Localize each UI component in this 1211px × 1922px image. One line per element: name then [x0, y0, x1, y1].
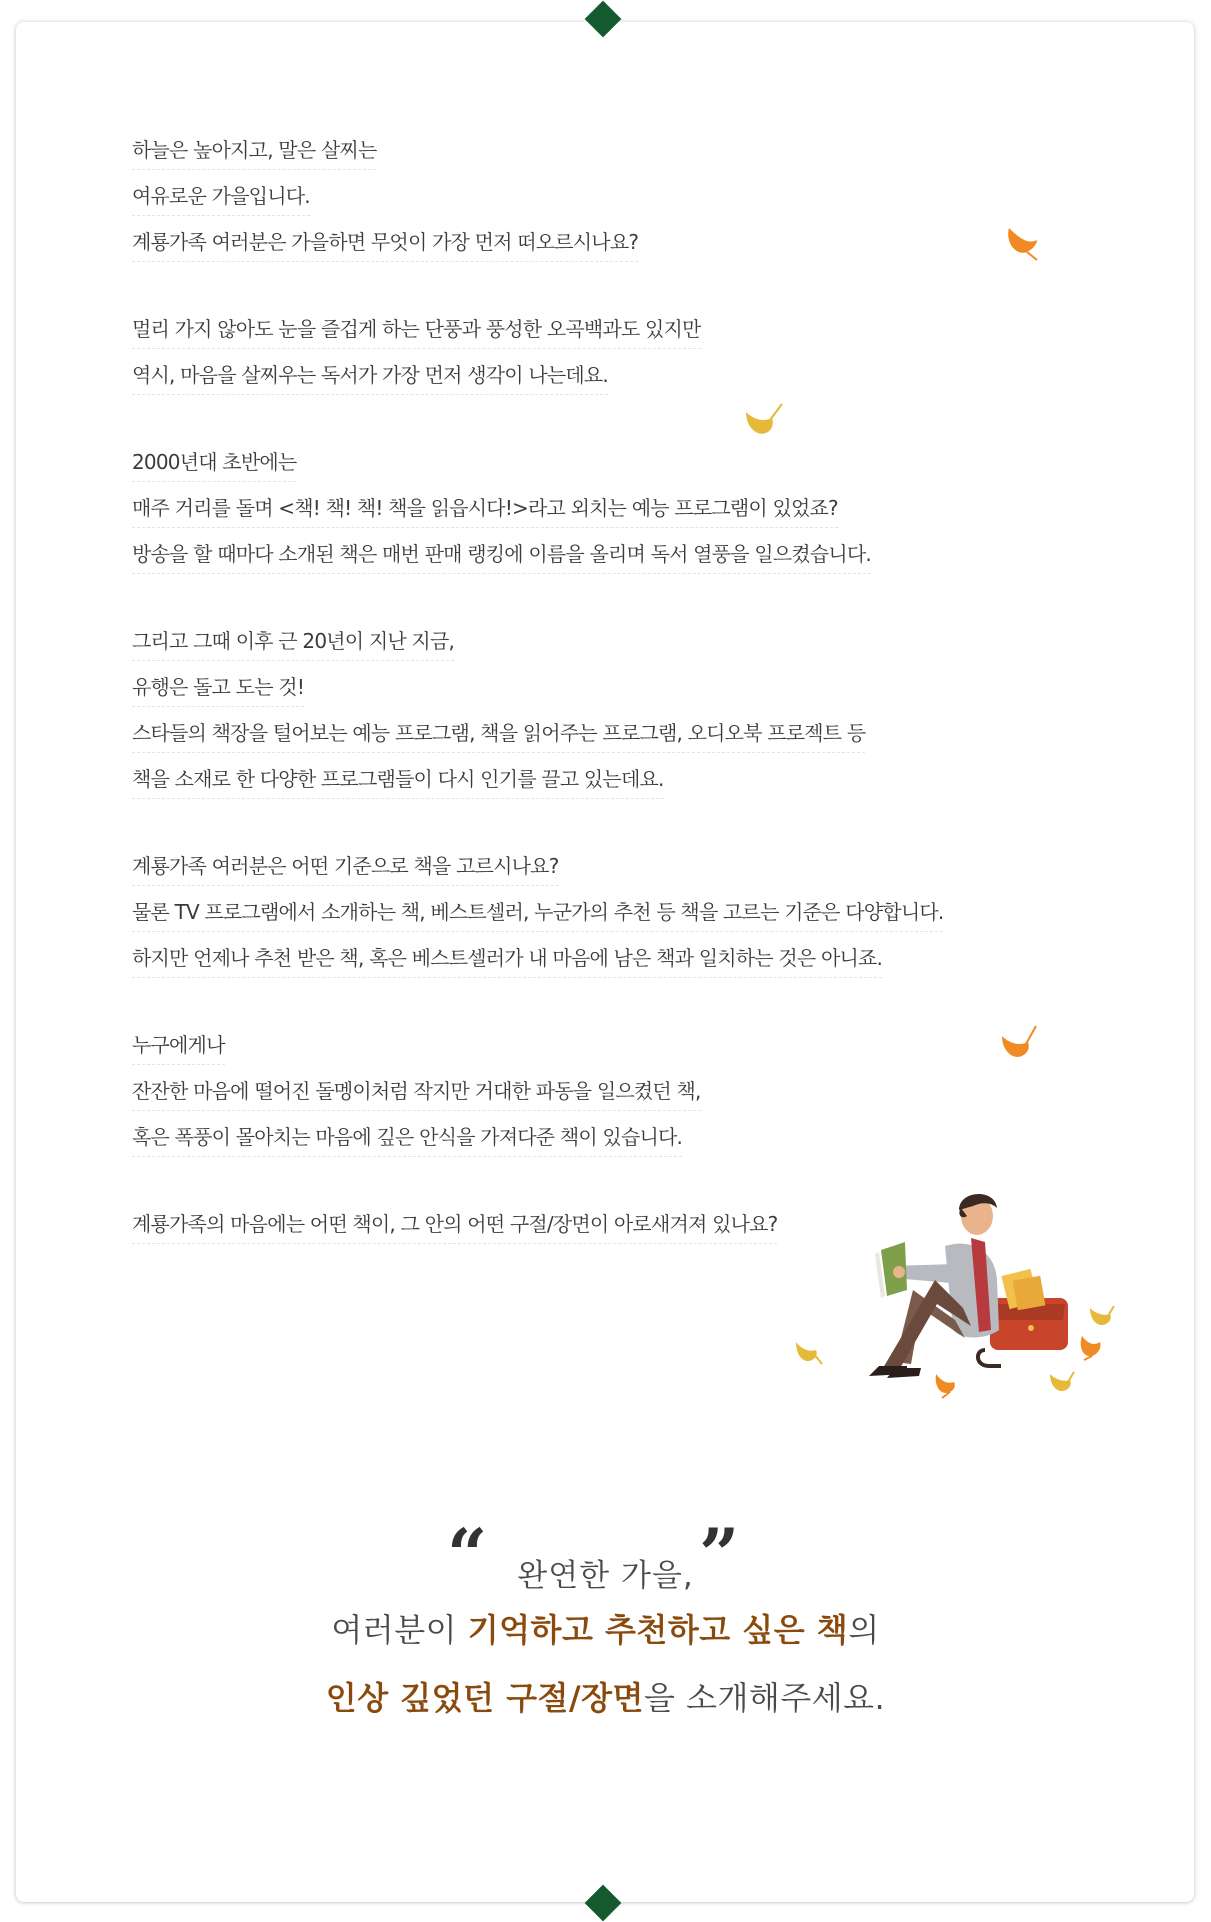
- paragraph-line: 책을 소재로 한 다양한 프로그램들이 다시 인기를 끌고 있는데요.: [132, 759, 664, 799]
- ginkgo-leaf-icon: [1003, 222, 1043, 262]
- closing-line-2-pre: 여러분이: [331, 1611, 468, 1649]
- ginkgo-leaf-icon: [998, 1022, 1038, 1062]
- paragraph-line: 스타들의 책장을 털어보는 예능 프로그램, 책을 읽어주는 프로그램, 오디오북 프로젝트 등: [132, 713, 865, 753]
- paragraph-line: 혹은 폭풍이 몰아치는 마음에 깊은 안식을 가져다준 책이 있습니다.: [132, 1117, 682, 1157]
- paragraph: [132, 442, 992, 574]
- closing-line-3-post: 을 소개해주세요.: [643, 1679, 886, 1717]
- paragraph-line: 누구에게나: [132, 1025, 225, 1065]
- closing-line-2-post: 의: [848, 1611, 880, 1649]
- ginkgo-leaf-icon: [742, 400, 784, 440]
- paragraph: [132, 130, 992, 262]
- closing-section: [0, 1513, 1211, 1718]
- paragraph-line: 역시, 마음을 살찌우는 독서가 가장 먼저 생각이 나는데요.: [132, 355, 608, 395]
- paragraph-line: 그리고 그때 이후 근 20년이 지난 지금,: [132, 621, 454, 661]
- paragraph-line: 하지만 언제나 추천 받은 책, 혹은 베스트셀러가 내 마음에 남은 책과 일치하는 것은 아니죠.: [132, 938, 882, 978]
- paragraph-line: 하늘은 높아지고, 말은 살찌는: [132, 130, 376, 170]
- paragraph-line: 잔잔한 마음에 떨어진 돌멩이처럼 작지만 거대한 파동을 일으켰던 책,: [132, 1071, 701, 1111]
- paragraph: [132, 621, 992, 799]
- paragraph-line: 물론 TV 프로그램에서 소개하는 책, 베스트셀러, 누군가의 추천 등 책을 고르는 기준은 다양합니다.: [132, 892, 943, 932]
- closing-line-1: 완연한 가을,: [517, 1558, 694, 1594]
- paragraph: [132, 309, 992, 395]
- quote-row: [0, 1513, 1211, 1596]
- paragraph-line: 방송을 할 때마다 소개된 책은 매번 판매 랭킹에 이름을 올리며 독서 열풍을 일으켰습니다.: [132, 534, 871, 574]
- paragraph-line: 계룡가족 여러분은 가을하면 무엇이 가장 먼저 떠오르시나요?: [132, 222, 638, 262]
- reading-man-illustration: [795, 1180, 1095, 1390]
- paragraph-line: 멀리 가지 않아도 눈을 즐겁게 하는 단풍과 풍성한 오곡백과도 있지만: [132, 309, 701, 349]
- paragraph-line: 2000년대 초반에는: [132, 442, 296, 482]
- paragraph-line: 계룡가족의 마음에는 어떤 책이, 그 안의 어떤 구절/장면이 아로새겨져 있나요?: [132, 1204, 777, 1244]
- paragraph: [132, 1025, 992, 1157]
- paragraph: [132, 846, 992, 978]
- paragraph-line: 여유로운 가을입니다.: [132, 176, 310, 216]
- paragraph-line: 계룡가족 여러분은 어떤 기준으로 책을 고르시나요?: [132, 846, 559, 886]
- paragraph-line: 유행은 돌고 도는 것!: [132, 667, 304, 707]
- body-text: [132, 130, 992, 1291]
- closing-line-2: [0, 1610, 1211, 1650]
- closing-line-3-highlight: 인상 깊었던 구절/장면: [325, 1679, 644, 1717]
- paragraph-line: 매주 거리를 돌며 <책! 책! 책! 책을 읽읍시다!>라고 외치는 예능 프로그램이 있었죠?: [132, 488, 838, 528]
- quote-close-icon: ”: [699, 1513, 740, 1596]
- closing-line-3: [0, 1678, 1211, 1718]
- closing-line-2-highlight: 기억하고 추천하고 싶은 책: [467, 1611, 849, 1649]
- quote-open-icon: “: [447, 1513, 488, 1596]
